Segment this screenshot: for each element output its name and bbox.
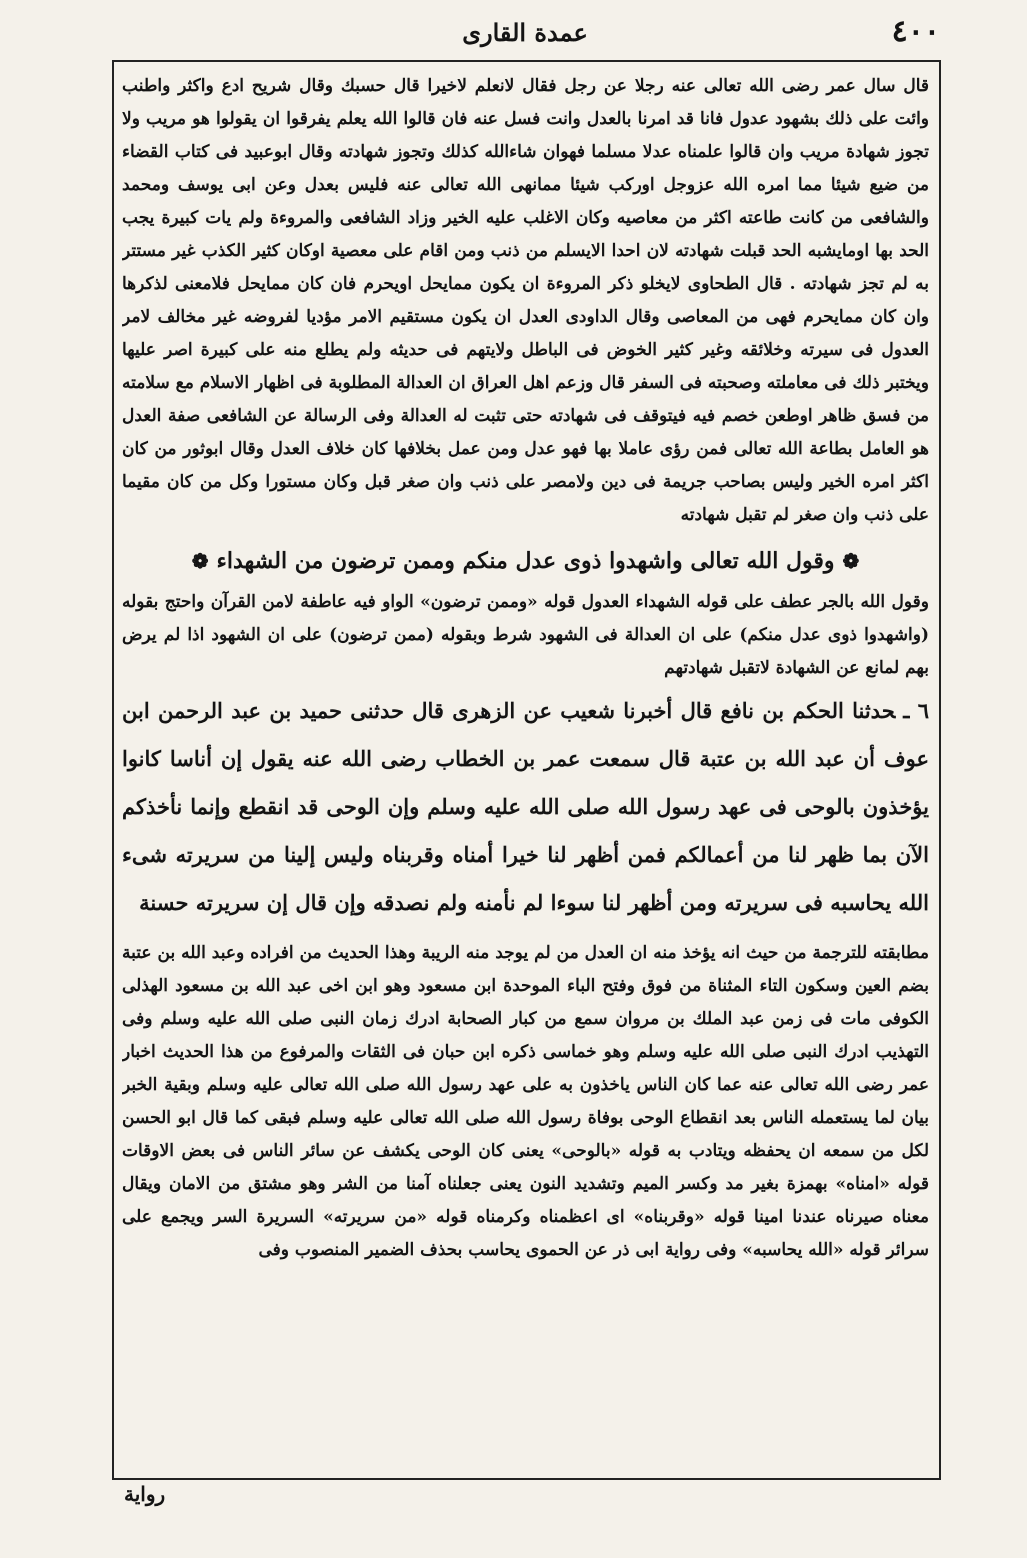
commentary-paragraph-2: وقول الله بالجر عطف علی قوله الشهداء العدول قوله «وممن ترضون» الواو فیه عاطفة لامن القرآن واحتج بقوله (واشهدوا ذوی عدل منكم) علی ان العدالة فی الشهود شرط وبقوله (ممن ترضون) علی ان الشهود اذا لم یرض بهم لمانع عن الشهادة لاتقبل شهادتهم	[122, 592, 929, 678]
page-header	[110, 14, 940, 52]
hadith-text	[122, 687, 929, 927]
ornament-right-icon: ❁	[842, 549, 860, 573]
chapter-heading-text: وقول الله تعالی واشهدوا ذوی عدل منكم وممن ترضون من الشهداء	[216, 548, 835, 574]
catchword: روایة	[124, 1482, 166, 1506]
hadith-body: حدثنا الحكم بن نافع قال أخبرنا شعیب عن الزهری قال حدثنی حمید بن عبد الرحمن ابن عوف أن عبد الله بن عتبة قال سمعت عمر بن الخطاب رضی الله عنه یقول إن أناسا كانوا یؤخذون بالوحی فی عهد رسول الله صلی الله علیه وسلم وإن الوحی قد انقطع وإنما نأخذكم الآن بما ظهر لنا من أعمالكم فمن أظهر لنا خیرا أمناه وقربناه ولیس إلینا من سریرته شیء الله یحاسبه فی سریرته ومن أظهر لنا سوءا لم نأمنه ولم نصدقه وإن قال إن سریرته حسنة	[122, 698, 929, 915]
running-title: عمدة القاری	[462, 18, 588, 47]
page-number: ٤٠٠	[891, 14, 940, 49]
text-frame	[112, 60, 941, 1480]
commentary-paragraph-3: مطابقته للترجمة من حیث انه یؤخذ منه ان العدل من لم یوجد منه الریبة وهذا الحدیث من افراده وعبد الله بن عتبة بضم العین وسكون التاء المثناة من فوق وفتح الباء الموحدة ابن مسعود وهو ابن اخی عبد الله بن مسعود الهذلی الكوفی مات فی زمن عبد الملك بن مروان سمع من كبار الصحابة ادرك زمان النبی صلی الله علیه وسلم وفی التهذیب ادرك النبی صلی الله علیه وسلم وهو خماسی ذكره ابن حبان فی الثقات والمرفوع من هذا الحدیث اخبار عمر رضی الله تعالی عنه عما كان الناس یاخذون به علی عهد رسول الله صلی الله تعالی علیه وسلم وبقیة الخبر بیان لما یستعمله الناس بعد انقطاع الوحی بوفاة رسول الله صلی الله تعالی علیه وسلم فبقی كما قال ابو الحسن لكل من سمعه ان یحفظه ویتادب به قوله «بالوحی» یعنی كان الوحی یكشف عن سائر الناس فی بعض الاوقات قوله «امناه» بهمزة بغیر مد وكسر المیم وتشدید النون یعنی جعلناه آمنا من الشر وهو مشتق من الامان ویقال معناه صیرناه عندنا امینا قوله «وقربناه» ای اعظمناه وكرمناه قوله «من سریرته» السریرة السر ویجمع علی سرائر قوله «الله یحاسبه» وفی روایة ابی ذر عن الحموی یحاسب بحذف الضمیر المنصوب وفی	[122, 943, 929, 1260]
hadith-number: ٦ ـ	[903, 698, 929, 723]
chapter-heading	[122, 538, 929, 584]
ornament-left-icon: ❁	[191, 549, 209, 573]
commentary-paragraph-1: قال سال عمر رضی الله تعالی عنه رجلا عن رجل فقال لانعلم لاخیرا قال حسبك وقال شریح ادع واكثر واطنب وائت علی ذلك بشهود عدول فانا قد امرنا بالعدل وانت فسل عنه فان قالوا الله یعلم یفرقوا ان یقولوا هو مریب ولا تجوز شهادة مریب وان قالوا علمناه عدلا مسلما فهوان شاءالله كذلك وتجوز شهادته وقال ابوعبید فی كتاب القضاء من ضیع شیئا مما امره الله عزوجل اوركب شیئا ممانهی الله تعالی عنه فلیس بعدل وعن ابی یوسف ومحمد والشافعی من كانت طاعته اكثر من معاصیه وكان الاغلب علیه الخیر وزاد الشافعی والمروءة ولم یات كبیرة یجب الحد بها اومایشبه الحد قبلت شهادته لان احدا الایسلم من ذنب ومن اقام علی معصیة اوكان كثیر الكذب غیر مستتر به لم تجز شهادته . قال الطحاوی لایخلو ذكر المروءة ان یكون ممایحل اویحرم فان كان ممایحل فلامعنی لذكرها وان كان ممایحرم فهی من المعاصی وقال الداودی العدل ان یكون مستقیم الامر مؤدیا لفروضه غیر مخالف لامر العدول فی سیرته وخلائقه وغیر كثیر الخوض فی الباطل ولایتهم فی حدیثه ولم یطلع منه علی كبیرة اصر علیها ویختبر ذلك فی معاملته وصحبته فی السفر قال وزعم اهل العراق ان العدالة المطلوبة فی اظهار الاسلام مع سلامته من فسق ظاهر اوطعن خصم فیه فیتوقف فی شهادته حتی تثبت له العدالة وفی الرسالة عن الشافعی صفة العدل هو العامل بطاعة الله تعالی فمن رؤی عاملا بها فهو عدل ومن عمل بخلافها كان خلاف العدل وقال ابوثور من كان اكثر امره الخیر ولیس بصاحب جریمة فی دین ولامصر علی ذنب وان صغر قبل وكان مستورا وكل من كان مقیما علی ذنب وان صغر لم تقبل شهادته	[122, 76, 929, 525]
text-body	[122, 70, 929, 1470]
